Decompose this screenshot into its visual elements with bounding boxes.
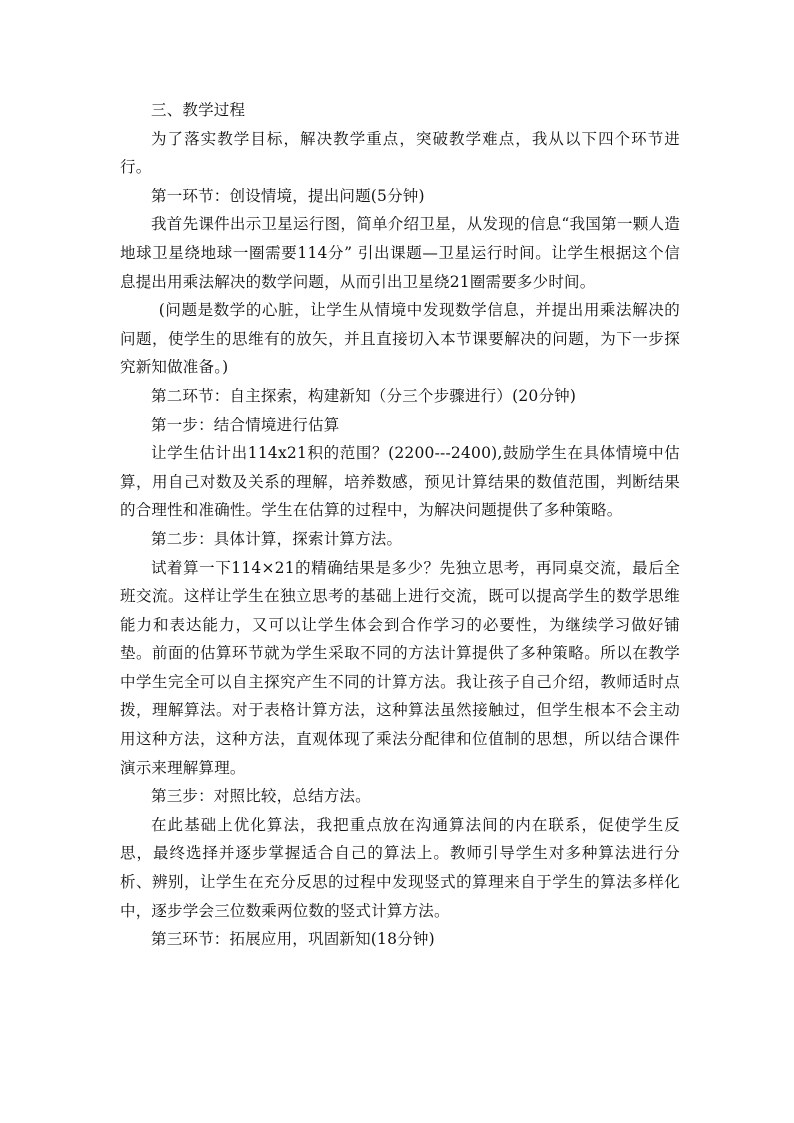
section-heading: 三、教学过程 (151, 101, 246, 119)
step-one-paragraph: 让学生估计出114x21积的范围？(2200---2400),鼓励学生在具体情境中估算，用自己对数及关系的理解，培养数感，预见计算结果的数值范围，判断结果的合理性和准确性。学生在估算的过程中，为解决问题提供了多种策略。 (120, 444, 680, 520)
step-one-heading: 第一步：结合情境进行估算 (151, 415, 340, 434)
stage-one-heading: 第一环节：创设情境，提出问题(5分钟) (151, 186, 425, 205)
step-three-heading: 第三步：对照比较，总结方法。 (151, 787, 371, 806)
step-three-paragraph: 在此基础上优化算法，我把重点放在沟通算法间的内在联系，促使学生反思，最终选择并逐步掌握适合自己的算法上。教师引导学生对多种算法进行分析、辨别，让学生在充分反思的过程中发现竖式的算理来自于学生的算法多样化中，逐步学会三位数乘两位数的竖式计算方法。 (120, 815, 680, 920)
document-body (120, 96, 680, 954)
stage-three-heading: 第三环节：拓展应用，巩固新知(18分钟) (151, 930, 435, 949)
step-two-paragraph: 试着算一下114×21的精确结果是多少？先独立思考，再同桌交流，最后全班交流。这样让学生在独立思考的基础上进行交流，既可以提高学生的数学思维能力和表达能力，又可以让学生体会到合作学习的必要性，为继续学习做好铺垫。前面的估算环节就为学生采取不同的方法计算提供了多种策略。所以在教学中学生完全可以自主探究产生不同的计算方法。我让孩子自己介绍，教师适时点拨，理解算法。对于表格计算方法，这种算法虽然接触过，但学生根本不会主动用这种方法，这种方法，直观体现了乘法分配律和位值制的思想，所以结合课件演示来理解算理。 (120, 558, 680, 777)
intro-paragraph: 为了落实教学目标，解决教学重点，突破教学难点，我从以下四个环节进行。 (120, 129, 680, 177)
stage-two-heading: 第二环节：自主探索，构建新知（分三个步骤进行）(20分钟) (151, 386, 577, 405)
stage-one-note: (问题是数学的心脏，让学生从情境中发现数学信息，并提出用乘法解决的问题，使学生的思维有的放矢，并且直接切入本节课要解决的问题，为下一步探究新知做准备。) (120, 301, 680, 377)
stage-one-paragraph: 我首先课件出示卫星运行图，简单介绍卫星，从发现的信息“我国第一颗人造地球卫星绕地球一圈需要114分” 引出课题—卫星运行时间。让学生根据这个信息提出用乘法解决的数学问题，从而引出卫星绕21圈需要多少时间。 (120, 215, 680, 291)
step-two-heading: 第二步：具体计算，探索计算方法。 (151, 529, 403, 548)
